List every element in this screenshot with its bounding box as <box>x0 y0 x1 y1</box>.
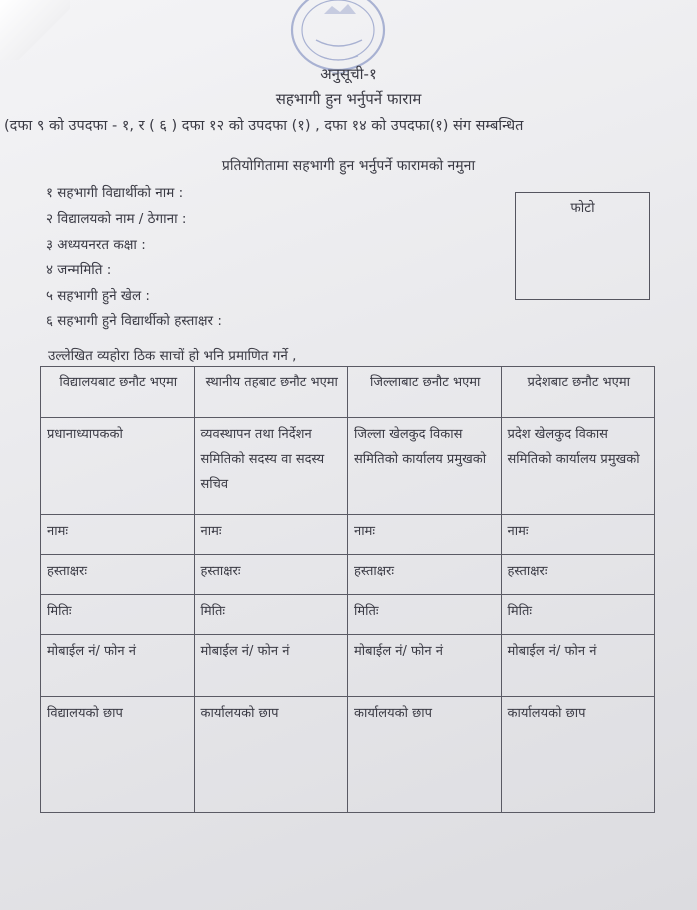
field-date-of-birth[interactable]: ४ जन्ममिति : <box>46 262 112 278</box>
name-cell[interactable]: नामः <box>194 515 348 555</box>
field-student-name[interactable]: १ सहभागी विद्यार्थीको नाम : <box>46 185 184 201</box>
photo-box[interactable] <box>515 192 650 300</box>
certification-table <box>40 366 655 813</box>
schedule-heading: अनुसूची-१ <box>320 65 377 83</box>
designation-school: प्रधानाध्यापकको <box>41 418 195 515</box>
phone-cell[interactable]: मोबाईल नं/ फोन नं <box>194 635 348 697</box>
field-class[interactable]: ३ अध्ययनरत कक्षा : <box>46 237 146 253</box>
name-cell[interactable]: नामः <box>41 515 195 555</box>
phone-cell[interactable]: मोबाईल नं/ फोन नं <box>348 635 502 697</box>
designation-province: प्रदेश खेलकुद विकास समितिको कार्यालय प्रमुखको <box>501 418 655 515</box>
designation-local-level: व्यवस्थापन तथा निर्देशन समितिको सदस्य वा सदस्य सचिव <box>194 418 348 515</box>
date-cell[interactable]: मितिः <box>501 595 655 635</box>
date-cell[interactable]: मितिः <box>194 595 348 635</box>
signature-cell[interactable]: हस्ताक्षरः <box>501 555 655 595</box>
field-school-name-address[interactable]: २ विद्यालयको नाम / ठेगाना : <box>46 211 187 227</box>
designation-district: जिल्ला खेलकुद विकास समितिको कार्यालय प्रमुखको <box>348 418 502 515</box>
stamp-cell-local-level[interactable]: कार्यालयको छाप <box>194 697 348 813</box>
table-row-stamp <box>41 697 655 813</box>
date-cell[interactable]: मितिः <box>41 595 195 635</box>
table-row-signature <box>41 555 655 595</box>
column-header-local-level: स्थानीय तहबाट छनौट भएमा <box>194 367 348 418</box>
table-row-date <box>41 595 655 635</box>
form-subtitle: प्रतियोगितामा सहभागी हुन भर्नुपर्ने फारामको नमुना <box>221 158 476 174</box>
phone-cell[interactable]: मोबाईल नं/ फोन नं <box>41 635 195 697</box>
name-cell[interactable]: नामः <box>501 515 655 555</box>
field-student-signature[interactable]: ६ सहभागी हुने विद्यार्थीको हस्ताक्षर : <box>46 313 222 329</box>
stamp-cell-school[interactable]: विद्यालयको छाप <box>41 697 195 813</box>
column-header-district: जिल्लाबाट छनौट भएमा <box>348 367 502 418</box>
legal-reference-line: (दफा ९ को उपदफा - १, र ( ६ ) दफा १२ को उपदफा (१) , दफा १४ को उपदफा(१) संग सम्बन्धित <box>4 118 524 134</box>
signature-cell[interactable]: हस्ताक्षरः <box>41 555 195 595</box>
table-row-phone <box>41 635 655 697</box>
signature-cell[interactable]: हस्ताक्षरः <box>348 555 502 595</box>
photo-label: फोटो <box>570 200 595 216</box>
page-fold-corner <box>0 0 70 60</box>
table-row-designation <box>41 418 655 515</box>
field-sport[interactable]: ५ सहभागी हुने खेल : <box>46 288 150 304</box>
table-row-name <box>41 515 655 555</box>
table-header-row <box>41 367 655 418</box>
column-header-school: विद्यालयबाट छनौट भएमा <box>41 367 195 418</box>
certification-statement: उल्लेखित व्यहोरा ठिक साचों हो भनि प्रमाणित गर्ने , <box>48 348 297 364</box>
date-cell[interactable]: मितिः <box>348 595 502 635</box>
stamp-cell-district[interactable]: कार्यालयको छाप <box>348 697 502 813</box>
form-title: सहभागी हुन भर्नुपर्ने फाराम <box>275 90 422 108</box>
name-cell[interactable]: नामः <box>348 515 502 555</box>
column-header-province: प्रदेशबाट छनौट भएमा <box>501 367 655 418</box>
stamp-cell-province[interactable]: कार्यालयको छाप <box>501 697 655 813</box>
phone-cell[interactable]: मोबाईल नं/ फोन नं <box>501 635 655 697</box>
signature-cell[interactable]: हस्ताक्षरः <box>194 555 348 595</box>
